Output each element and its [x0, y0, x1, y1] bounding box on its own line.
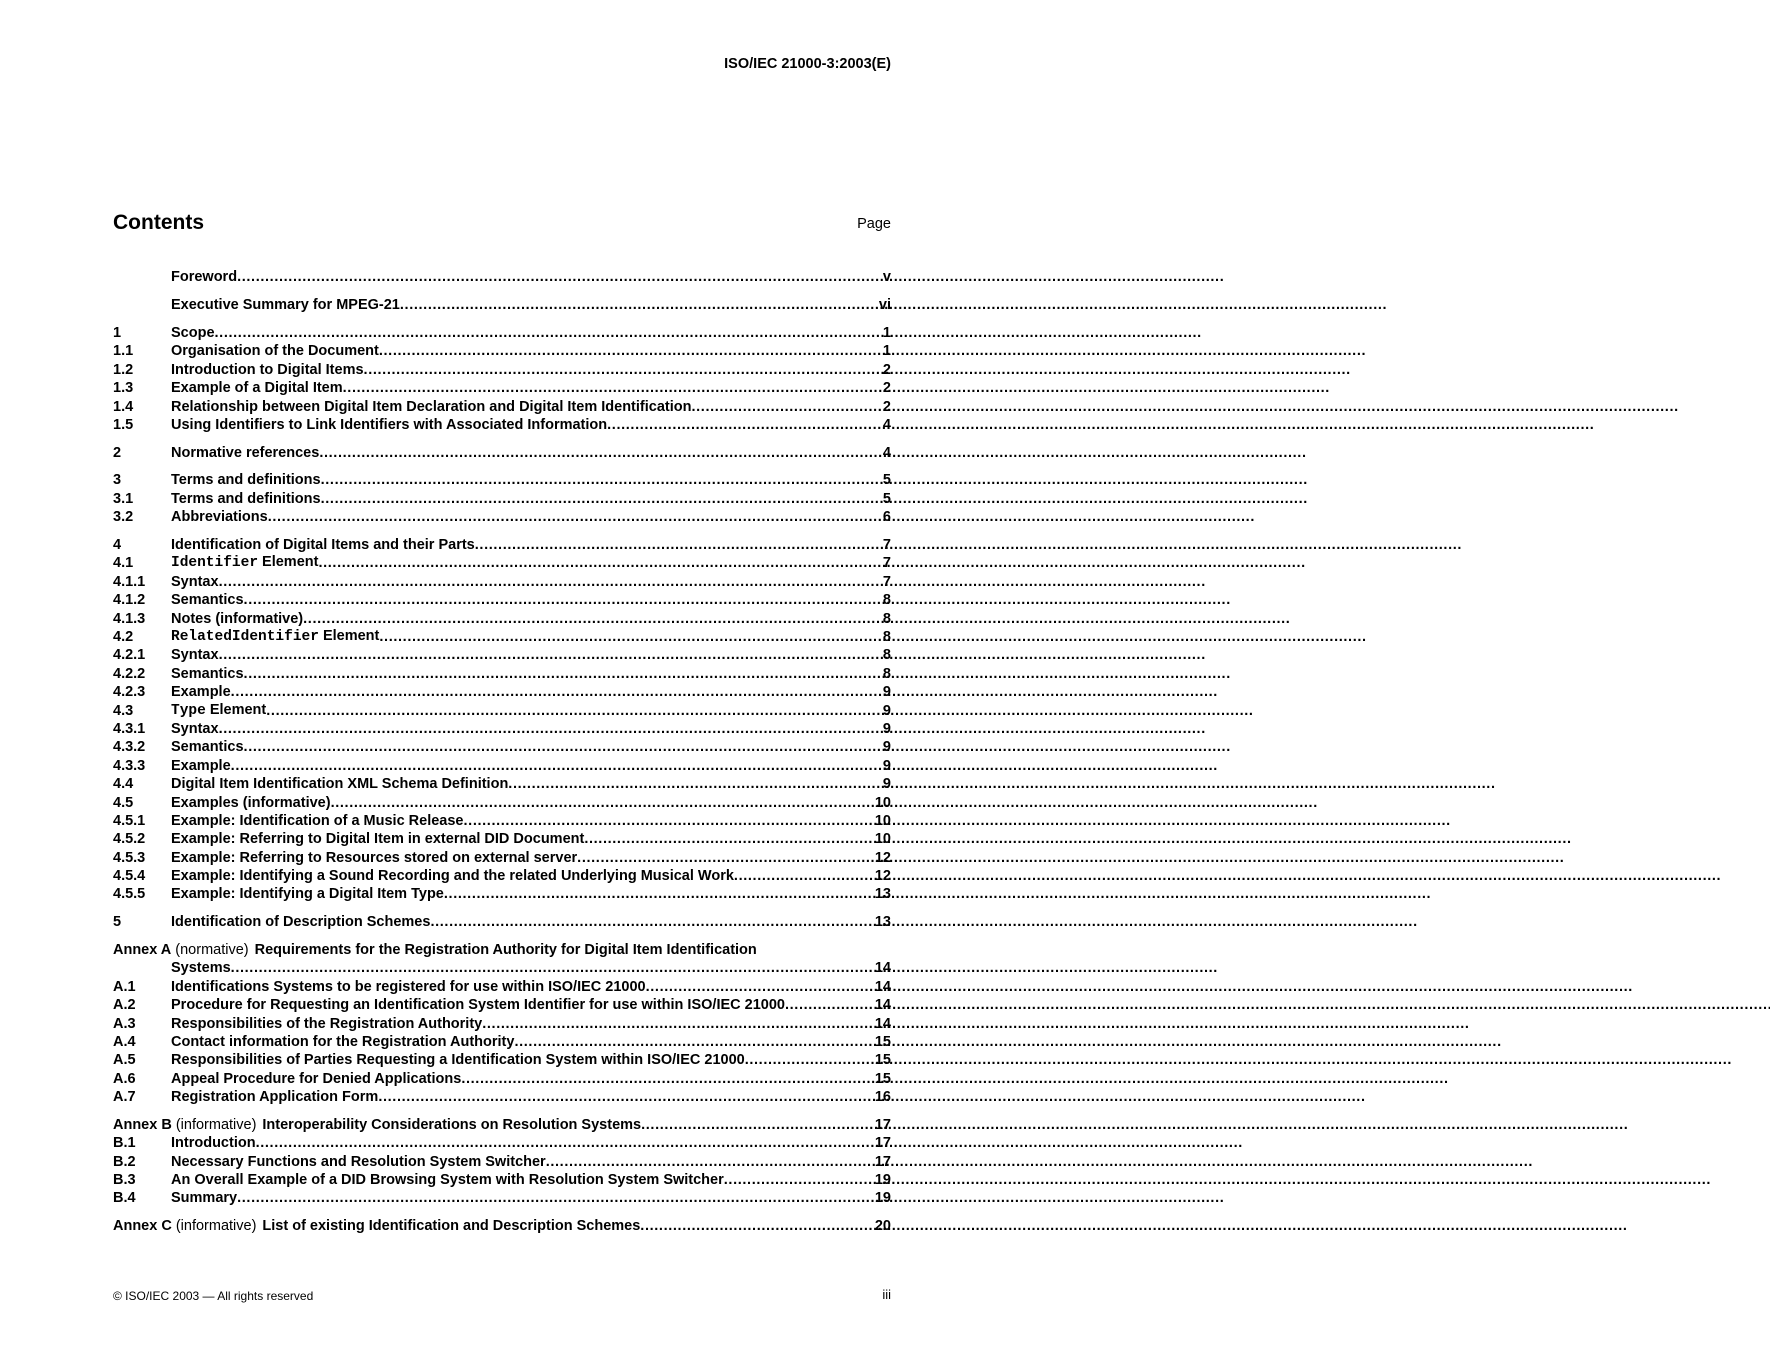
toc-entry-page: 7 — [882, 537, 891, 554]
dot-leader — [379, 342, 881, 360]
toc-entry[interactable] — [113, 324, 891, 342]
annex-c-type: (informative) — [175, 1218, 257, 1235]
toc-entry[interactable] — [113, 508, 891, 526]
dot-leader — [514, 1033, 872, 1051]
toc-entry-title — [171, 553, 318, 572]
toc-entry-title: Syntax — [171, 573, 219, 590]
toc-entry-number: 4.1.2 — [113, 592, 146, 609]
toc-entry[interactable] — [113, 1033, 891, 1051]
toc-entry-page: 8 — [882, 647, 891, 664]
toc-entry-title: Example — [171, 684, 231, 701]
dot-leader — [256, 1134, 873, 1152]
dot-leader — [319, 444, 881, 462]
toc-entry-title: Foreword — [171, 269, 238, 286]
toc-entry-title: Example: Identification of a Music Release — [171, 812, 464, 829]
dot-leader — [475, 536, 881, 554]
dot-leader — [482, 1015, 873, 1033]
toc-entry-page: 10 — [874, 812, 891, 829]
toc-entry-title: Summary — [171, 1190, 238, 1207]
dot-leader — [584, 830, 873, 848]
toc-entry[interactable] — [113, 591, 891, 609]
toc-entry-page: 8 — [882, 610, 891, 627]
toc-entry-number: 3 — [113, 472, 122, 489]
toc-entry[interactable] — [113, 1088, 891, 1106]
toc-entry-page: 12 — [874, 849, 891, 866]
toc-entry-number: 4.1.3 — [113, 610, 146, 627]
dot-leader — [244, 665, 881, 683]
toc-entry-code: RelatedIdentifier — [171, 628, 319, 645]
toc-entry[interactable] — [113, 812, 891, 830]
toc-entry-page: 19 — [874, 1172, 891, 1189]
toc-entry-page: 14 — [874, 1015, 891, 1032]
toc-entry-number: 4.5.3 — [113, 849, 146, 866]
document-header-id: ISO/IEC 21000-3:2003(E) — [724, 56, 891, 72]
toc-entry-title: Examples (informative) — [171, 794, 331, 811]
toc-entry-title: Using Identifiers to Link Identifiers with Associated Information — [171, 416, 608, 433]
toc-entry-title — [171, 701, 266, 720]
toc-entry-title: Syntax — [171, 720, 219, 737]
toc-entry[interactable] — [113, 554, 891, 572]
toc-entry-number: B.3 — [113, 1172, 136, 1189]
toc-entry-number: 4.5.2 — [113, 831, 146, 848]
dot-leader — [641, 1116, 873, 1134]
toc-entry-page: 1 — [882, 343, 891, 360]
dot-leader — [607, 416, 881, 434]
toc-entry-title: Semantics — [171, 592, 244, 609]
page-column-label: Page — [857, 216, 891, 232]
toc-entry-title: Identification of Description Schemes — [171, 914, 431, 931]
toc-entry[interactable] — [113, 830, 891, 848]
toc-entry-page: 5 — [882, 490, 891, 507]
dot-leader — [461, 1070, 873, 1088]
annex-a-title: Requirements for the Registration Authority for Digital Item Identification — [254, 942, 757, 959]
toc-entry-title: Introduction — [171, 1135, 256, 1152]
toc-entry[interactable] — [113, 683, 891, 701]
toc-entry-page: 9 — [882, 702, 891, 719]
toc-entry-page: 1 — [882, 324, 891, 341]
toc-entry-page: 7 — [882, 573, 891, 590]
toc-entry-title: Identifications Systems to be registered for use within ISO/IEC 21000 — [171, 978, 646, 995]
toc-entry-number: A.5 — [113, 1052, 136, 1069]
dot-leader — [734, 867, 873, 885]
toc-entry[interactable] — [113, 664, 891, 682]
annex-a-entries — [113, 977, 891, 1106]
toc-entry-number: 4.3.1 — [113, 720, 146, 737]
toc-entry-number: 4.2 — [113, 628, 134, 645]
toc-entry-page: 16 — [874, 1089, 891, 1106]
toc-entry-title: Example: Referring to Digital Item in external DID Document — [171, 831, 585, 848]
toc-entry-page: vi — [878, 297, 891, 314]
toc-entry[interactable] — [113, 268, 891, 286]
annex-b-heading[interactable] — [113, 1116, 891, 1134]
dot-leader — [577, 849, 873, 867]
toc-entry-page: 15 — [874, 1052, 891, 1069]
dot-leader — [219, 573, 881, 591]
annex-a-section — [113, 941, 891, 1107]
dot-leader — [266, 702, 881, 720]
toc-entry[interactable] — [113, 416, 891, 434]
dot-leader — [237, 1189, 873, 1207]
toc-entry-title: Executive Summary for MPEG-21 — [171, 297, 400, 314]
toc-entry-number: B.4 — [113, 1190, 136, 1207]
toc-entry[interactable] — [113, 1171, 891, 1189]
toc-entry-page: 15 — [874, 1033, 891, 1050]
toc-entry[interactable] — [113, 443, 891, 461]
toc-entry[interactable] — [113, 296, 891, 314]
toc-entry-page: 9 — [882, 776, 891, 793]
toc-entry-number: 4.5.5 — [113, 886, 146, 903]
toc-entry-page: 17 — [874, 1135, 891, 1152]
toc-entry-title: Responsibilities of Parties Requesting a Identification System within ISO/IEC 21000 — [171, 1052, 745, 1069]
toc-entry[interactable] — [113, 977, 891, 995]
dot-leader — [219, 720, 881, 738]
toc-entry[interactable] — [113, 1014, 891, 1032]
dot-leader — [646, 978, 873, 996]
toc-entry-title: Syntax — [171, 647, 219, 664]
toc-entry-number: 4.5 — [113, 794, 134, 811]
toc-entry-title: Contact information for the Registration Authority — [171, 1033, 515, 1050]
toc-entry-number: 4.3.3 — [113, 757, 146, 774]
annex-b-section — [113, 1116, 891, 1208]
toc-entry-page: 8 — [882, 592, 891, 609]
toc-entry[interactable] — [113, 646, 891, 664]
toc-entry-page: 14 — [874, 997, 891, 1014]
toc-entry[interactable] — [113, 913, 891, 931]
annex-c-heading[interactable] — [113, 1217, 891, 1235]
toc-entry[interactable] — [113, 471, 891, 489]
toc-entry[interactable] — [113, 701, 891, 719]
annex-a-page: 14 — [874, 960, 891, 977]
toc-entry-page: 12 — [874, 868, 891, 885]
toc-entry[interactable] — [113, 360, 891, 378]
dot-leader — [724, 1171, 873, 1189]
dot-leader — [321, 490, 881, 508]
toc-entry[interactable] — [113, 793, 891, 811]
toc-entry-title: Relationship between Digital Item Declaration and Digital Item Identification — [171, 398, 692, 415]
toc-entry-page: 4 — [882, 416, 891, 433]
toc-entry-number: 3.1 — [113, 490, 134, 507]
toc-entry-code: Identifier — [171, 555, 259, 572]
annex-b-entries — [113, 1134, 891, 1208]
annex-a-title-continuation[interactable] — [113, 959, 891, 977]
toc-entry-number: 4.1.1 — [113, 573, 146, 590]
dot-leader — [364, 361, 881, 379]
toc-entry[interactable] — [113, 397, 891, 415]
annex-a-type: (normative) — [175, 942, 249, 959]
toc-entry-page: 4 — [882, 444, 891, 461]
toc-entry[interactable] — [113, 738, 891, 756]
toc-entry[interactable] — [113, 628, 891, 646]
toc-entry-number: 4.5.1 — [113, 812, 146, 829]
dot-leader — [745, 1051, 873, 1069]
toc-entry-title: Example of a Digital Item — [171, 380, 343, 397]
toc-entry-title: Necessary Functions and Resolution System Switcher — [171, 1153, 546, 1170]
dot-leader — [343, 379, 881, 397]
toc-entry[interactable] — [113, 885, 891, 903]
toc-entry-number: 4.4 — [113, 776, 134, 793]
toc-entry[interactable] — [113, 756, 891, 774]
annex-c-title: List of existing Identification and Description Schemes — [262, 1218, 641, 1235]
dot-leader — [430, 913, 872, 931]
dot-leader — [691, 398, 880, 416]
toc-entry[interactable] — [113, 572, 891, 590]
annex-c-section — [113, 1217, 891, 1235]
toc-entry-page: 9 — [882, 757, 891, 774]
dot-leader — [303, 610, 881, 628]
toc-entry-title: Semantics — [171, 739, 244, 756]
toc-entry-title: Introduction to Digital Items — [171, 361, 364, 378]
toc-entry[interactable] — [113, 489, 891, 507]
dot-leader — [464, 812, 873, 830]
toc-entry[interactable] — [113, 720, 891, 738]
toc-entry-page: 10 — [874, 831, 891, 848]
toc-entry-title-text: Element — [258, 554, 319, 571]
toc-entry[interactable] — [113, 536, 891, 554]
annex-a-label: Annex A — [113, 942, 172, 959]
toc-entry-number: 4.1 — [113, 555, 134, 572]
dot-leader — [231, 683, 881, 701]
dot-leader — [215, 324, 881, 342]
annex-a-title-cont: Systems — [171, 960, 231, 977]
table-of-contents — [113, 268, 891, 1235]
dot-leader — [378, 1088, 873, 1106]
dot-leader — [244, 738, 881, 756]
toc-entry-page: v — [882, 269, 891, 286]
toc-entry-title: Normative references — [171, 444, 320, 461]
toc-entry-title: Digital Item Identification XML Schema Definition — [171, 776, 509, 793]
toc-entry-page: 14 — [874, 978, 891, 995]
toc-entry-page: 9 — [882, 739, 891, 756]
toc-entry-number: 5 — [113, 914, 122, 931]
toc-entry-title: An Overall Example of a DID Browsing System with Resolution System Switcher — [171, 1172, 724, 1189]
toc-entry[interactable] — [113, 1134, 891, 1152]
toc-entry-number: 1.2 — [113, 361, 134, 378]
toc-entry-page: 19 — [874, 1190, 891, 1207]
toc-entry-number: A.7 — [113, 1089, 136, 1106]
toc-entry[interactable] — [113, 379, 891, 397]
annex-b-label: Annex B — [113, 1116, 172, 1133]
toc-entry-title: Procedure for Requesting an Identification System Identifier for use within ISO/IEC 21000 — [171, 997, 785, 1014]
toc-entry-number: 4.2.3 — [113, 684, 146, 701]
toc-entry[interactable] — [113, 996, 891, 1014]
toc-entry-page: 6 — [882, 509, 891, 526]
toc-entry-page: 13 — [874, 914, 891, 931]
dot-leader — [321, 471, 881, 489]
dot-leader — [785, 996, 873, 1014]
toc-entry-number: 1.3 — [113, 380, 134, 397]
toc-entry-number: 4 — [113, 537, 122, 554]
toc-entry-page: 9 — [882, 684, 891, 701]
toc-entry-page: 8 — [882, 665, 891, 682]
toc-entry-page: 2 — [882, 361, 891, 378]
toc-entry-title: Registration Application Form — [171, 1089, 379, 1106]
toc-entry-title: Responsibilities of the Registration Authority — [171, 1015, 483, 1032]
toc-main-entries — [113, 268, 891, 931]
dot-leader — [546, 1153, 873, 1171]
dot-leader — [219, 646, 881, 664]
dot-leader — [318, 554, 880, 572]
toc-entry-page: 2 — [882, 398, 891, 415]
dot-leader — [331, 794, 873, 812]
toc-entry[interactable] — [113, 609, 891, 627]
toc-entry[interactable] — [113, 342, 891, 360]
dot-leader — [231, 757, 881, 775]
toc-entry-number: 4.2.2 — [113, 665, 146, 682]
toc-entry-title: Organisation of the Document — [171, 343, 379, 360]
toc-entry-title: Semantics — [171, 665, 244, 682]
toc-entry[interactable] — [113, 1069, 891, 1087]
toc-entry-page: 17 — [874, 1153, 891, 1170]
toc-entry-number: 2 — [113, 444, 122, 461]
toc-entry-title-text: Element — [205, 701, 267, 718]
toc-entry-code: Type — [171, 702, 206, 719]
toc-entry-number: 4.3 — [113, 702, 134, 719]
toc-entry-number: B.2 — [113, 1153, 136, 1170]
toc-entry-title: Appeal Procedure for Denied Applications — [171, 1070, 462, 1087]
toc-entry-page: 5 — [882, 472, 891, 489]
toc-entry-number: 1.1 — [113, 343, 134, 360]
annex-c-page: 20 — [874, 1218, 891, 1235]
toc-entry-title: Example: Identifying a Sound Recording and the related Underlying Musical Work — [171, 868, 734, 885]
toc-entry[interactable] — [113, 1152, 891, 1170]
toc-entry[interactable] — [113, 775, 891, 793]
toc-entry-title: Example — [171, 757, 231, 774]
toc-entry-number: B.1 — [113, 1135, 136, 1152]
toc-entry-page: 2 — [882, 380, 891, 397]
toc-entry[interactable] — [113, 867, 891, 885]
contents-title: Contents — [113, 211, 204, 234]
toc-entry-title: Abbreviations — [171, 509, 268, 526]
dot-leader — [444, 885, 873, 903]
toc-entry-page: 10 — [874, 794, 891, 811]
toc-entry-number: 1.5 — [113, 416, 134, 433]
annex-b-page: 17 — [874, 1116, 891, 1133]
toc-entry-page: 7 — [882, 555, 891, 572]
toc-entry-number: 3.2 — [113, 509, 134, 526]
toc-entry-page: 15 — [874, 1070, 891, 1087]
footer-page-number: iii — [882, 1287, 891, 1302]
annex-b-type: (informative) — [175, 1116, 257, 1133]
toc-entry-number: A.4 — [113, 1033, 136, 1050]
toc-entry[interactable] — [113, 1189, 891, 1207]
toc-entry-number: A.6 — [113, 1070, 136, 1087]
dot-leader — [400, 296, 877, 314]
dot-leader — [508, 775, 881, 793]
toc-entry-title: Notes (informative) — [171, 610, 304, 627]
dot-leader — [640, 1217, 873, 1235]
toc-entry[interactable] — [113, 848, 891, 866]
dot-leader — [237, 268, 881, 286]
dot-leader — [231, 959, 873, 977]
toc-entry-page: 13 — [874, 886, 891, 903]
annex-c-label: Annex C — [113, 1218, 172, 1235]
dot-leader — [268, 508, 881, 526]
footer-copyright: © ISO/IEC 2003 — All rights reserved — [113, 1289, 314, 1303]
toc-entry-page: 9 — [882, 720, 891, 737]
toc-entry-number: A.1 — [113, 978, 136, 995]
annex-a-heading[interactable] — [113, 941, 891, 959]
toc-entry-title: Terms and definitions — [171, 472, 321, 489]
toc-entry-number: A.3 — [113, 1015, 136, 1032]
toc-entry-number: 4.3.2 — [113, 739, 146, 756]
toc-entry-title: Example: Referring to Resources stored on external server — [171, 849, 578, 866]
toc-entry-title: Identification of Digital Items and their Parts — [171, 537, 475, 554]
toc-entry-title — [171, 627, 379, 646]
toc-entry[interactable] — [113, 1051, 891, 1069]
toc-entry-title: Scope — [171, 324, 215, 341]
dot-leader — [244, 591, 881, 609]
toc-entry-number: 4.2.1 — [113, 647, 146, 664]
toc-entry-number: 1.4 — [113, 398, 134, 415]
toc-entry-number: A.2 — [113, 997, 136, 1014]
dot-leader — [379, 628, 881, 646]
toc-entry-title: Terms and definitions — [171, 490, 321, 507]
toc-entry-page: 8 — [882, 628, 891, 645]
toc-entry-title: Example: Identifying a Digital Item Type — [171, 886, 444, 903]
toc-entry-title-text: Element — [318, 627, 380, 644]
annex-b-title: Interoperability Considerations on Resolution Systems — [262, 1116, 642, 1133]
toc-entry-number: 1 — [113, 324, 122, 341]
toc-entry-number: 4.5.4 — [113, 868, 146, 885]
